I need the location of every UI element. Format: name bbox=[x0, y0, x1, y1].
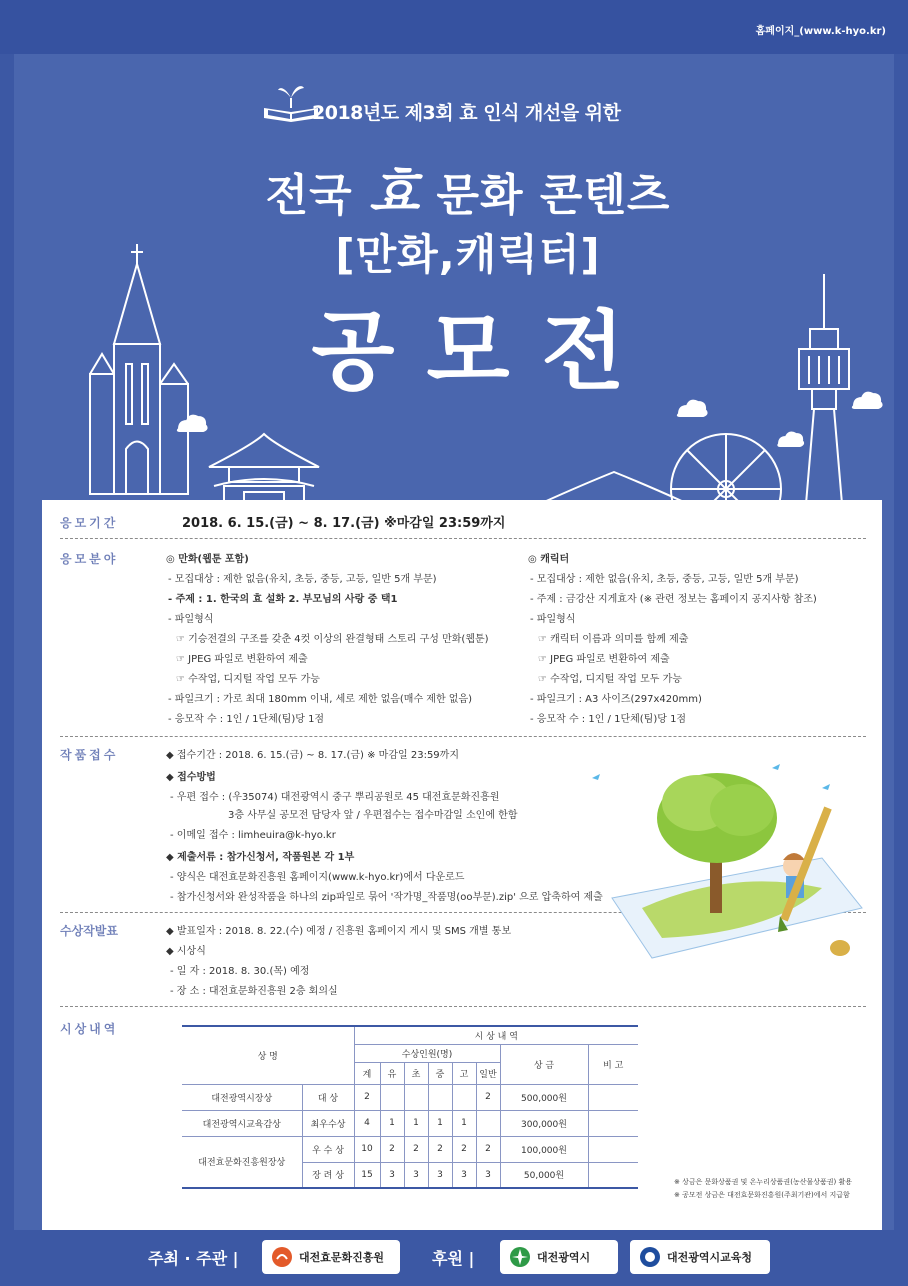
manhwa-line: ☞ JPEG 파일로 변환하여 제출 bbox=[176, 654, 308, 665]
announcement-line: ◆ 발표일자 : 2018. 8. 22.(수) 예정 / 진흥원 홈페이지 게시 및 SMS 개별 통보 bbox=[166, 926, 511, 937]
award-val: 10 bbox=[354, 1136, 380, 1162]
divider bbox=[60, 736, 866, 737]
sponsor-label: 후원 | bbox=[432, 1249, 475, 1268]
award-prize: 300,000원 bbox=[500, 1110, 588, 1136]
subtitle: 2018년도 제3회 효 인식 개선을 위한 bbox=[312, 102, 621, 124]
submission-line: ◆ 접수기간 : 2018. 6. 15.(금) ~ 8. 17.(금) ※ 마감일 23:59까지 bbox=[166, 750, 459, 761]
email-line[interactable]: - 이메일 접수 : limheuira@k-hyo.kr bbox=[170, 830, 336, 841]
homepage-link[interactable]: 홈페이지_(www.k-hyo.kr) bbox=[755, 26, 886, 37]
award-rank: 대 상 bbox=[302, 1084, 354, 1110]
character-line: - 파일형식 bbox=[530, 614, 576, 625]
title-hyo: 효 bbox=[368, 162, 421, 223]
announcement-line: - 일 자 : 2018. 8. 30.(목) 예정 bbox=[170, 966, 310, 977]
award-val bbox=[452, 1084, 476, 1110]
award-val: 1 bbox=[428, 1110, 452, 1136]
award-note bbox=[588, 1162, 638, 1188]
award-rank: 우 수 상 bbox=[302, 1136, 354, 1162]
character-line: - 주제 : 금강산 지게효자 (※ 관련 정보는 홈페이지 공지사항 참조) bbox=[530, 594, 817, 605]
submission-line: ◆ 제출서류 : 참가신청서, 작품원본 각 1부 bbox=[166, 852, 355, 863]
award-org: 대전효문화진흥원장상 bbox=[182, 1136, 302, 1188]
col-head: 일반 bbox=[476, 1062, 500, 1084]
manhwa-title: ◎ 만화(웹툰 포함) bbox=[166, 554, 249, 565]
city-skyline-illustration bbox=[14, 234, 894, 504]
submission-line: - 참가신청서와 완성작품을 하나의 zip파일로 묶어 '작가명_작품명(oo부문).zip' 으로 압축하여 제출 bbox=[170, 892, 603, 903]
awards-head-note: 비 고 bbox=[588, 1044, 638, 1084]
awards-label: 시상내역 bbox=[60, 1022, 119, 1036]
submission-line: - 우편 접수 : (우35074) 대전광역시 중구 뿌리공원로 45 대전효문화진흥원 bbox=[170, 792, 500, 803]
character-title: ◎ 캐릭터 bbox=[528, 554, 570, 565]
awards-head-name: 상 명 bbox=[182, 1026, 354, 1084]
tree-boy-illustration bbox=[572, 748, 872, 978]
submission-line: ◆ 접수방법 bbox=[166, 772, 216, 783]
character-line: ☞ 수작업, 디지털 작업 모두 가능 bbox=[538, 674, 682, 685]
character-line: ☞ 캐릭터 이름과 의미를 함께 제출 bbox=[538, 634, 689, 645]
award-prize: 100,000원 bbox=[500, 1136, 588, 1162]
award-note-line: ※ 공모전 상금은 대전효문화진흥원(주최기관)에서 지급함 bbox=[674, 1191, 850, 1199]
award-val: 1 bbox=[452, 1110, 476, 1136]
award-val: 2 bbox=[428, 1136, 452, 1162]
award-val: 15 bbox=[354, 1162, 380, 1188]
col-head: 고 bbox=[452, 1062, 476, 1084]
submission-line: 3층 사무실 공모전 담당자 앞 / 우편접수는 접수마감일 소인에 한함 bbox=[228, 810, 518, 821]
awards-table bbox=[182, 1025, 638, 1189]
host-org-logo[interactable] bbox=[262, 1240, 400, 1274]
education-office-logo-icon bbox=[638, 1245, 662, 1269]
award-val: 3 bbox=[404, 1162, 428, 1188]
title-pre: 전국 bbox=[265, 170, 353, 221]
award-note bbox=[588, 1136, 638, 1162]
character-line: - 모집대상 : 제한 없음(유치, 초등, 중등, 고등, 일반 5개 부문) bbox=[530, 574, 799, 585]
period-label: 응모기간 bbox=[60, 516, 119, 530]
award-val bbox=[380, 1084, 404, 1110]
award-notes bbox=[674, 1176, 852, 1202]
award-note bbox=[588, 1084, 638, 1110]
daejeon-city-logo-icon bbox=[508, 1245, 532, 1269]
award-val: 3 bbox=[428, 1162, 452, 1188]
submission-label: 작품접수 bbox=[60, 748, 119, 762]
awards-head-prize: 상 금 bbox=[500, 1044, 588, 1084]
table-row bbox=[182, 1110, 638, 1136]
award-val: 2 bbox=[354, 1084, 380, 1110]
award-val: 3 bbox=[452, 1162, 476, 1188]
award-val: 1 bbox=[380, 1110, 404, 1136]
hyo-logo-icon bbox=[270, 1245, 294, 1269]
award-val: 2 bbox=[476, 1084, 500, 1110]
col-head: 유 bbox=[380, 1062, 404, 1084]
sponsor2-name: 대전광역시교육청 bbox=[667, 1251, 753, 1264]
sponsor2-logo[interactable] bbox=[630, 1240, 770, 1274]
submission-line: - 양식은 대전효문화진흥원 홈페이지(www.k-hyo.kr)에서 다운로드 bbox=[170, 872, 465, 883]
main-title-line3: 공모전 bbox=[311, 302, 657, 402]
table-row bbox=[182, 1136, 638, 1162]
award-org: 대전광역시장상 bbox=[182, 1084, 302, 1110]
announcement-line: - 장 소 : 대전효문화진흥원 2층 회의실 bbox=[170, 986, 338, 997]
character-line: ☞ JPEG 파일로 변환하여 제출 bbox=[538, 654, 670, 665]
host-org-name: 대전효문화진흥원 bbox=[299, 1251, 385, 1264]
manhwa-line: ☞ 수작업, 디지털 작업 모두 가능 bbox=[176, 674, 320, 685]
top-bar bbox=[0, 0, 908, 54]
awards-head-count: 수상인원(명) bbox=[354, 1044, 500, 1062]
character-line: - 응모작 수 : 1인 / 1단체(팀)당 1점 bbox=[530, 714, 687, 725]
content-panel bbox=[42, 500, 882, 1230]
col-head: 중 bbox=[428, 1062, 452, 1084]
award-rank: 최우수상 bbox=[302, 1110, 354, 1136]
manhwa-line: - 파일형식 bbox=[168, 614, 214, 625]
col-head: 초 bbox=[404, 1062, 428, 1084]
awards-head-top: 시 상 내 역 bbox=[354, 1026, 638, 1044]
manhwa-line: - 응모작 수 : 1인 / 1단체(팀)당 1점 bbox=[168, 714, 325, 725]
period-value: 2018. 6. 15.(금) ~ 8. 17.(금) ※마감일 23:59까지 bbox=[182, 516, 506, 531]
award-val: 2 bbox=[452, 1136, 476, 1162]
sponsor1-logo[interactable] bbox=[500, 1240, 618, 1274]
award-val: 1 bbox=[404, 1110, 428, 1136]
sponsor1-name: 대전광역시 bbox=[537, 1251, 591, 1264]
main-title-line2: [만화,캐릭터] bbox=[335, 230, 601, 279]
host-label: 주최 · 주관 | bbox=[148, 1249, 239, 1268]
award-val bbox=[404, 1084, 428, 1110]
footer bbox=[0, 1232, 908, 1286]
manhwa-line: - 파일크기 : 가로 최대 180mm 이내, 세로 제한 없음(매수 제한 없음) bbox=[168, 694, 473, 705]
manhwa-line: - 모집대상 : 제한 없음(유치, 초등, 중등, 고등, 일반 5개 부문) bbox=[168, 574, 437, 585]
award-note bbox=[588, 1110, 638, 1136]
col-head: 계 bbox=[354, 1062, 380, 1084]
award-val: 2 bbox=[404, 1136, 428, 1162]
divider bbox=[60, 538, 866, 539]
award-val: 3 bbox=[476, 1162, 500, 1188]
announcement-label: 수상작발표 bbox=[60, 924, 118, 938]
announcement-line: ◆ 시상식 bbox=[166, 946, 206, 957]
fields-label: 응모분야 bbox=[60, 552, 119, 566]
divider bbox=[60, 1006, 866, 1007]
award-val: 4 bbox=[354, 1110, 380, 1136]
title-post: 문화 콘텐츠 bbox=[436, 170, 671, 221]
award-rank: 장 려 상 bbox=[302, 1162, 354, 1188]
table-row bbox=[182, 1084, 638, 1110]
character-line: - 파일크기 : A3 사이즈(297x420mm) bbox=[530, 694, 702, 705]
award-val bbox=[476, 1110, 500, 1136]
award-val: 2 bbox=[476, 1136, 500, 1162]
poster-body bbox=[14, 54, 894, 1230]
manhwa-line: ☞ 기승전결의 구조를 갖춘 4컷 이상의 완결형태 스토리 구성 만화(웹툰) bbox=[176, 634, 489, 645]
award-note-line: ※ 상금은 문화상품권 및 온누리상품권(농산물상품권) 활용 bbox=[674, 1178, 852, 1186]
award-val: 3 bbox=[380, 1162, 404, 1188]
award-val bbox=[428, 1084, 452, 1110]
award-val: 2 bbox=[380, 1136, 404, 1162]
manhwa-line: - 주제 : 1. 한국의 효 설화 2. 부모님의 사랑 중 택1 bbox=[168, 594, 398, 605]
award-prize: 50,000원 bbox=[500, 1162, 588, 1188]
main-title-line1 bbox=[14, 150, 908, 225]
award-prize: 500,000원 bbox=[500, 1084, 588, 1110]
award-org: 대전광역시교육감상 bbox=[182, 1110, 302, 1136]
hero bbox=[14, 54, 894, 504]
